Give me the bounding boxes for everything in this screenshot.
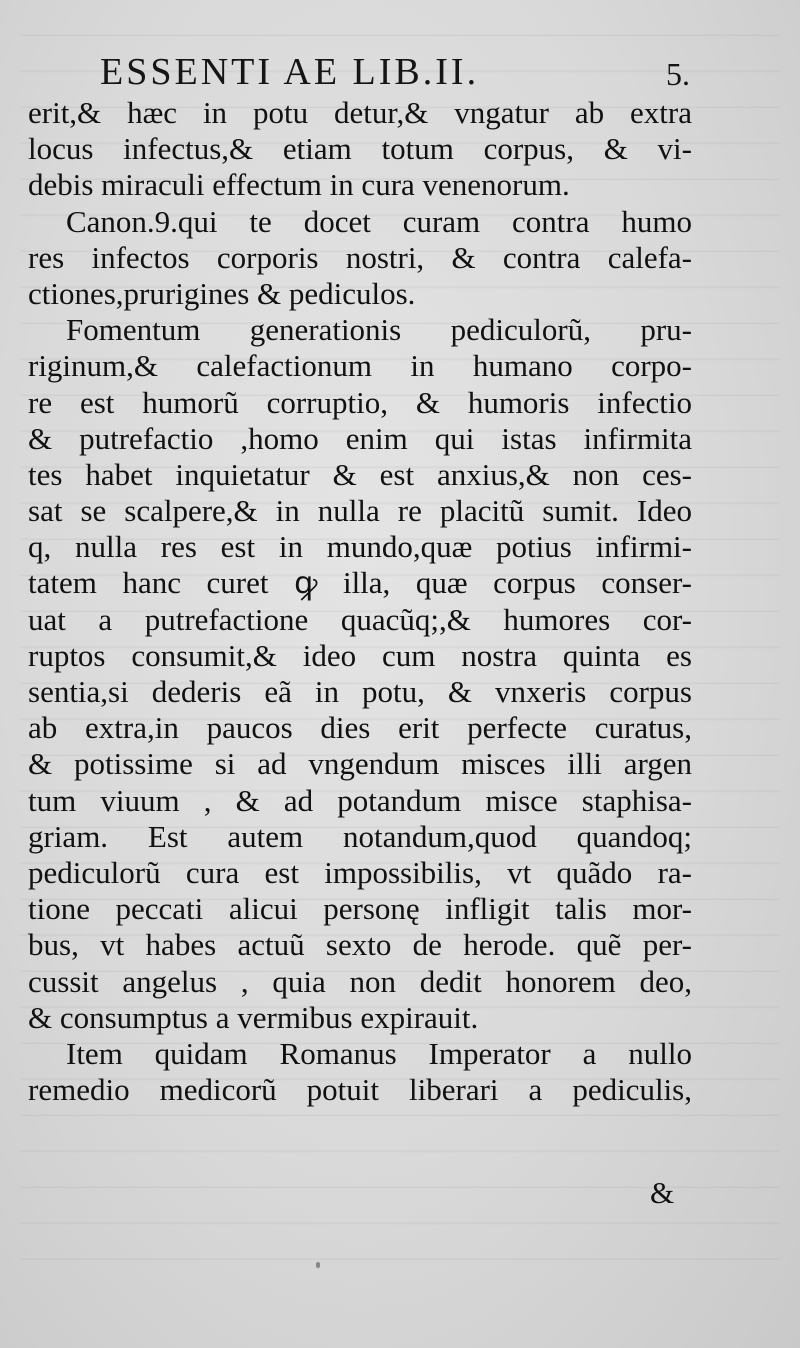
text-line: cussit angelus , quia non dedit honorem deo, [28, 963, 692, 999]
text-line: sat se scalpere,& in nulla re placitũ sumit. Ideo [28, 493, 692, 529]
text-line: q, nulla res est in mundo,quæ potius infirmi- [28, 529, 692, 565]
text-line: re est humorũ corruptio, & humoris infectio [28, 384, 692, 420]
text-line: riginum,& calefactionum in humano corpo- [28, 348, 692, 384]
text-line: Item quidam Romanus Imperator a nullo [66, 1035, 692, 1071]
text-line: remedio medicorũ potuit liberari a pediculis, [28, 1072, 692, 1108]
text-line: griam. Est autem notandum,quod quandoq; [28, 818, 692, 854]
text-line: debis miraculi effectum in cura venenorum. [28, 167, 570, 203]
text-line: locus infectus,& etiam totum corpus, & vi- [28, 131, 692, 167]
text-line: sentia,si dederis eã in potu, & vnxeris corpus [28, 674, 692, 709]
catchword: & [650, 1175, 675, 1210]
text-line: Canon.9.qui te docet curam contra humo [66, 203, 692, 239]
text-line: tatem hanc curet ꝙ illa, quæ corpus conser- [28, 565, 692, 601]
text-line: pediculorũ cura est impossibilis, vt quãdo ra- [28, 854, 692, 890]
text-line: & putrefactio ,homo enim qui istas infirmita [28, 420, 692, 456]
text-line: tione peccati alicui personę infligit talis mor- [28, 891, 692, 927]
text-line: Fomentum generationis pediculorũ, pru- [66, 312, 692, 348]
text-line: tum viuum , & ad potandum misce staphisa- [28, 782, 692, 818]
text-line: & consumptus a vermibus expirauit. [28, 999, 479, 1035]
text-line: uat a putrefactione quacũq;,& humores cor- [28, 601, 692, 637]
text-line: erit,& hæc in potu detur,& vngatur ab extra [28, 95, 692, 130]
ink-speck [316, 1262, 320, 1268]
text-line: ctiones,prurigines & pediculos. [28, 275, 416, 311]
text-line: & potissime si ad vngendum misces illi argen [28, 746, 692, 782]
text-block [28, 95, 692, 1108]
text-line: ruptos consumit,& ideo cum nostra quinta es [28, 637, 692, 673]
folio-number: 5. [666, 56, 690, 92]
text-line: bus, vt habes actuũ sexto de herode. quẽ per- [28, 927, 692, 963]
text-line: tes habet inquietatur & est anxius,& non ces- [28, 456, 692, 492]
running-head [100, 50, 690, 95]
running-head-title: ESSENTI AE LIB.II. [100, 51, 480, 93]
text-line: ab extra,in paucos dies erit perfecte curatus, [28, 710, 692, 746]
text-line: res infectos corporis nostri, & contra calefa- [28, 239, 692, 275]
